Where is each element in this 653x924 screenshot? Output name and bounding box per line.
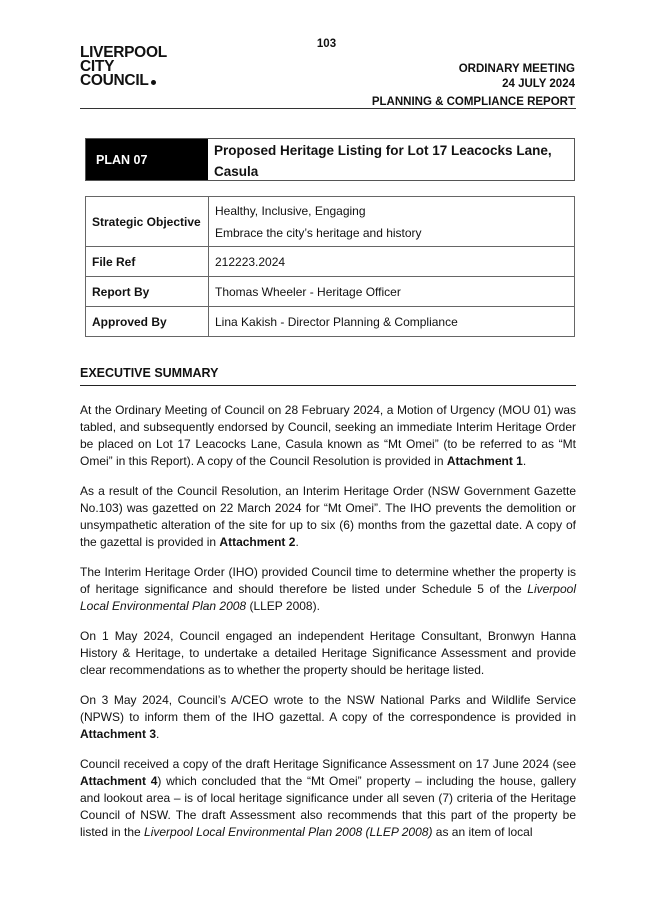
logo-line-3-text: COUNCIL — [80, 72, 149, 89]
p2-end: . — [295, 535, 299, 549]
logo-dot-icon — [151, 80, 156, 85]
p1-text: At the Ordinary Meeting of Council on 28 February 2024, a Motion of Urgency (MOU 01) was tabled, and subsequently endorsed by Council, seeking an immediate Interim Heritage Order be placed on Lot 17 Leacocks Lane, Casula known as “Mt Omei” (to be referred to as “Mt Omei” in this Report). A copy of the Council Resolution is provided in — [80, 403, 576, 468]
file-ref-value: 212223.2024 — [209, 247, 575, 277]
document-header — [372, 62, 575, 110]
summary-paragraph-2 — [80, 483, 576, 551]
logo-line-1: LIVERPOOL — [80, 44, 167, 61]
plan-title: Proposed Heritage Listing for Lot 17 Leacocks Lane, Casula — [214, 143, 552, 179]
attachment-4-ref: Attachment 4 — [80, 774, 158, 788]
approved-by-label: Approved By — [86, 307, 209, 337]
p6-text-2: ) which concluded that the “Mt Omei” property – including the house, gallery and lookout area – is of local heritage significance under all seven (7) criteria of the Heritage Council of NSW. The draft Assessment also recommends that this part of the property be listed in the — [80, 774, 576, 839]
strategic-objective-label: Strategic Objective — [86, 197, 209, 247]
llep-title-2: Liverpool Local Environmental Plan 2008 (LLEP 2008) — [144, 825, 433, 839]
summary-paragraph-5 — [80, 692, 576, 743]
page-number: 103 — [316, 38, 337, 50]
executive-summary-heading: EXECUTIVE SUMMARY — [80, 366, 576, 386]
logo-line-2: CITY — [80, 58, 115, 75]
meeting-title: ORDINARY MEETING — [458, 63, 575, 75]
p6-end: as an item of local — [432, 825, 533, 839]
report-by-value: Thomas Wheeler - Heritage Officer — [209, 277, 575, 307]
p3-text: The Interim Heritage Order (IHO) provided Council time to determine whether the property is of heritage significance and should therefore be listed under Schedule 5 of the — [80, 565, 576, 596]
strategic-objective-value — [209, 197, 575, 247]
p2-text: As a result of the Council Resolution, an Interim Heritage Order (NSW Government Gazette No.103) was gazetted on 22 March 2024 for “Mt Omei”. The IHO prevents the demolition or unsympathetic alteration of the site for up to six (6) months from the gazettal date. A copy of the gazettal is provided in — [80, 484, 576, 549]
summary-paragraph-1 — [80, 402, 576, 470]
executive-summary-body — [80, 402, 576, 854]
p6-text-1: Council received a copy of the draft Heritage Significance Assessment on 17 June 2024 (see — [80, 757, 576, 771]
logo-line-3 — [80, 74, 167, 88]
meta-row-file-ref — [86, 247, 575, 277]
report-type: PLANNING & COMPLIANCE REPORT — [371, 96, 575, 108]
p5-end: . — [156, 727, 160, 741]
attachment-2-ref: Attachment 2 — [219, 535, 296, 549]
file-ref-label: File Ref — [86, 247, 209, 277]
meta-row-approved-by — [86, 307, 575, 337]
plan-title-box — [85, 138, 575, 181]
strategic-objective-line-2: Embrace the city’s heritage and history — [215, 225, 422, 240]
summary-paragraph-4: On 1 May 2024, Council engaged an independent Heritage Consultant, Bronwyn Hanna History & Heritage, to undertake a detailed Heritage Significance Assessment and provide clear recommendations as to whether the property should be heritage listed. — [80, 629, 576, 677]
header-divider — [80, 108, 576, 109]
report-meta-table — [85, 196, 575, 337]
llep-title: Liverpool Local Environmental Plan 2008 — [80, 582, 576, 613]
p1-end: . — [522, 454, 527, 468]
attachment-3-ref: Attachment 3 — [80, 727, 157, 741]
plan-label: PLAN 07 — [86, 139, 208, 180]
meta-row-report-by — [86, 277, 575, 307]
meta-row-strategic-objective — [86, 197, 575, 247]
summary-paragraph-3 — [80, 564, 576, 615]
meeting-date: 24 JULY 2024 — [502, 77, 575, 90]
report-by-label: Report By — [86, 277, 209, 307]
p5-text: On 3 May 2024, Council’s A/CEO wrote to the NSW National Parks and Wildlife Service (NPWS) to inform them of the IHO gazettal. A copy of the correspondence is provided in — [80, 693, 576, 724]
p3-end: (LLEP 2008). — [246, 599, 320, 613]
summary-paragraph-6 — [80, 756, 576, 841]
strategic-objective-line-1: Healthy, Inclusive, Engaging — [215, 203, 366, 218]
approved-by-value: Lina Kakish - Director Planning & Compliance — [209, 307, 575, 337]
attachment-1-ref: Attachment 1 — [446, 454, 523, 468]
council-logo — [80, 46, 167, 88]
